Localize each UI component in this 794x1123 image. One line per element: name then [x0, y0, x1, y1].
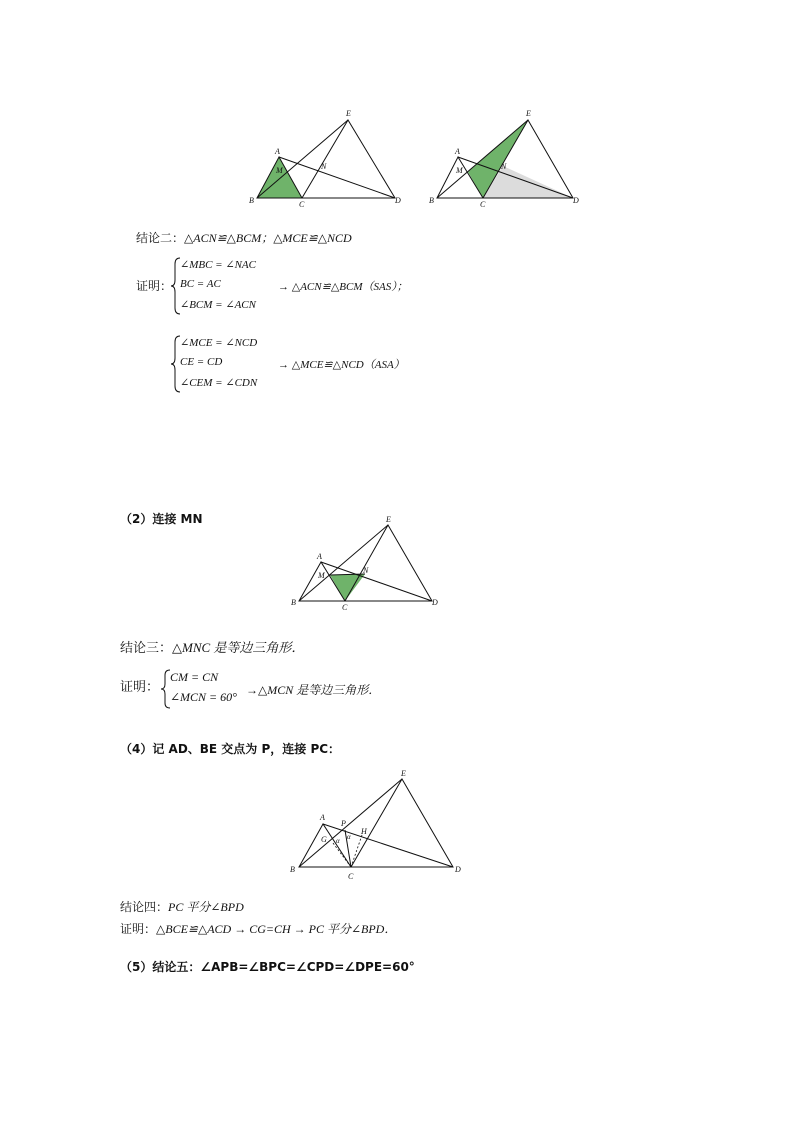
- label-n: N: [501, 162, 507, 171]
- proof-4-text: △BCE≌△ACD → CG=CH → PC 平分∠BPD．: [156, 922, 397, 936]
- conclusion-2-label: 结论二：: [136, 231, 185, 245]
- label-c: C: [348, 872, 354, 881]
- brace3-line-1: CM = CN: [170, 670, 219, 684]
- conclusion-3-label: 结论三：: [120, 641, 173, 656]
- figure-1: [245, 108, 410, 208]
- conclusion-4-label: 结论四：: [120, 900, 169, 914]
- label-d: D: [395, 196, 401, 205]
- figure-4: [285, 767, 465, 882]
- conclusion-3: [120, 641, 304, 656]
- brace3-result: →△MCN 是等边三角形．: [246, 683, 381, 697]
- brace1-line-1: ∠MBC = ∠NAC: [180, 259, 256, 271]
- proof-4-label: 证明：: [120, 922, 157, 936]
- conclusion-4-text: PC 平分∠BPD: [168, 900, 244, 914]
- label-b: B: [291, 598, 296, 607]
- label-a: A: [275, 147, 280, 156]
- label-d: D: [573, 196, 579, 205]
- section-2-heading: （2）连接 MN: [120, 512, 203, 526]
- label-b: B: [290, 865, 295, 874]
- brace1-result: → △ACN≌△BCM（SAS）；: [278, 281, 408, 293]
- label-e: E: [346, 109, 351, 118]
- conclusion-4: [120, 900, 244, 914]
- label-g: G: [321, 835, 327, 844]
- figure-2: [425, 108, 590, 208]
- label-e: E: [386, 515, 391, 524]
- brace2-result: → △MCE≌△NCD（ASA）: [278, 359, 405, 371]
- conclusion-2: [136, 231, 352, 245]
- proof-label-3: 证明：: [120, 680, 160, 695]
- conclusion-3-text: △MNC 是等边三角形．: [172, 640, 305, 655]
- label-a: A: [320, 813, 325, 822]
- brace2-line-3: ∠CEM = ∠CDN: [180, 377, 258, 389]
- label-m: M: [318, 571, 325, 580]
- section-5-heading: （5）结论五：∠APB=∠BPC=∠CPD=∠DPE=60°: [120, 960, 415, 974]
- label-c: C: [342, 603, 348, 612]
- brace3-line-2: ∠MCN = 60°: [170, 690, 237, 704]
- label-alpha-2: α: [347, 833, 351, 841]
- label-m: M: [456, 166, 463, 175]
- brace1-line-2: BC = AC: [180, 278, 221, 290]
- proof-brace-2: [170, 334, 450, 394]
- label-m: M: [276, 166, 283, 175]
- proof-brace-3: [160, 668, 420, 710]
- label-b: B: [249, 196, 254, 205]
- label-n: N: [321, 162, 327, 171]
- label-n: N: [363, 566, 369, 575]
- label-c: C: [480, 200, 486, 208]
- proof-brace-1: [170, 256, 450, 316]
- label-p: P: [341, 819, 346, 828]
- label-e: E: [401, 769, 406, 778]
- conclusion-2-text: △ACN≌△BCM；△MCE≌△NCD: [184, 231, 352, 245]
- brace2-line-2: CE = CD: [180, 356, 223, 368]
- label-c: C: [299, 200, 305, 208]
- brace1-line-3: ∠BCM = ∠ACN: [180, 299, 256, 311]
- section-4-heading: （4）记 AD、BE 交点为 P，连接 PC：: [120, 742, 341, 756]
- label-e: E: [526, 109, 531, 118]
- proof-4: [120, 922, 396, 936]
- label-d: D: [455, 865, 461, 874]
- label-a: A: [455, 147, 460, 156]
- label-h: H: [361, 827, 367, 836]
- label-b: B: [429, 196, 434, 205]
- label-alpha-1: α: [336, 837, 340, 845]
- figure-3: [287, 513, 452, 613]
- brace2-line-1: ∠MCE = ∠NCD: [180, 337, 258, 349]
- proof-label-1: 证明：: [136, 279, 173, 293]
- label-d: D: [432, 598, 438, 607]
- label-a: A: [317, 552, 322, 561]
